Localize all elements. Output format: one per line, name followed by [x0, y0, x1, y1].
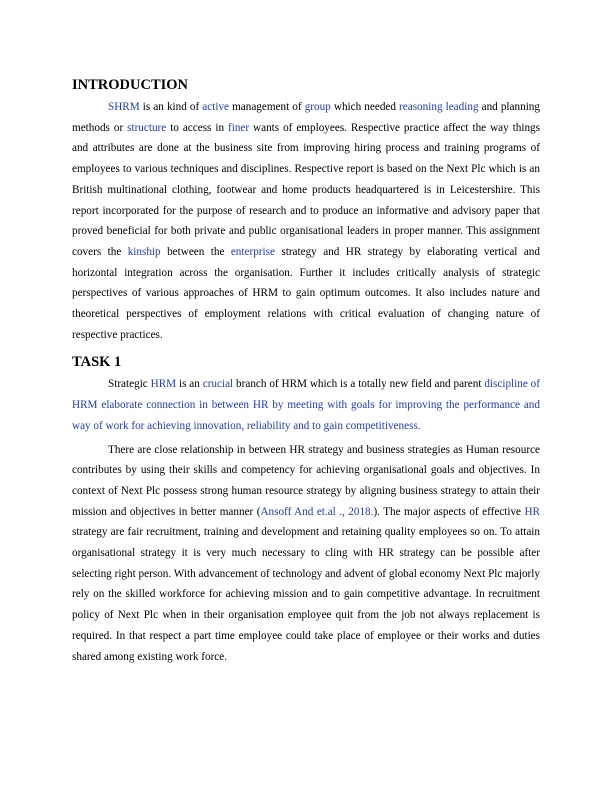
- keyword-active[interactable]: active: [202, 101, 230, 113]
- keyword-reasoning-leading[interactable]: reasoning leading: [399, 101, 479, 113]
- text-run: branch of HRM which is a totally new field and parent: [233, 378, 485, 391]
- text-run: strategy are fair recruitment, training and development and retaining quality employees so on. To attain organisational strategy it is very much necessary to cling with HR strategy can be possible after selecting right person. With advancement of technology and advent of global economy Next Plc majorly rely on the skilled workforce for achieving mission and to gain competitive advantage. In recruitment policy of Next Plc when in their organisation employee quit from the job not always replacement is required. In that respect a part time employee could take place of employee or their works and duties shared among existing work force.: [72, 526, 540, 663]
- text-run: ). The major aspects of effective: [373, 505, 525, 518]
- task1-heading: TASK 1: [72, 354, 122, 371]
- keyword-structure[interactable]: structure: [127, 121, 167, 134]
- keyword-hr[interactable]: HR: [524, 505, 541, 518]
- introduction-paragraph: [72, 97, 540, 345]
- text-run: Strategic: [108, 378, 151, 391]
- keyword-shrm[interactable]: SHRM: [108, 101, 140, 113]
- keyword-kinship[interactable]: kinship: [127, 245, 161, 258]
- text-run: is an: [176, 378, 203, 391]
- text-run: wants of employees. Respective practice affect the way things and attributes are done at the business site from improving hiring process and training programs of employees to various techniques and disciplines. Respective report is based on the Next Plc which is an British multinational clothing, footwear and home products headquartered is in Leicestershire. This report incorporated for the purpose of research and to produce an informative and advisory paper that proved beneficial for both private and public organisational leaders in proper manner. This assignment covers the: [72, 121, 540, 258]
- introduction-heading: INTRODUCTION: [72, 77, 189, 93]
- text-run: strategy and HR strategy by elaborating vertical and horizontal integration across the organisation. Further it includes critically analysis of strategic perspectives of various approaches of HRM to gain optimum outcomes. It also includes nature and theoretical perspectives of employment relations with critical evaluation of changing nature of respective practices.: [72, 245, 540, 341]
- text-run: between the: [160, 245, 231, 258]
- text-run: and planning methods or: [72, 101, 540, 134]
- keyword-enterprise[interactable]: enterprise: [230, 245, 275, 258]
- keyword-hrm[interactable]: HRM: [150, 378, 177, 391]
- text-run: management of: [229, 101, 305, 113]
- keyword-crucial[interactable]: crucial: [202, 378, 234, 391]
- citation-ansoff[interactable]: Ansoff And et.al ., 2018.: [260, 505, 374, 518]
- text-run: is an kind of: [139, 101, 203, 113]
- document-page: [72, 74, 540, 667]
- text-run: to access in: [166, 121, 228, 134]
- text-run: which needed: [330, 101, 400, 113]
- task1-paragraph-1: [72, 374, 540, 436]
- task1-paragraph-2: [72, 440, 540, 668]
- text-run: There are close relationship in between HR strategy and business strategies as Human resource contributes by using their skills and competency for achieving organisational goals and objectives. In context of Next Plc possess strong human resource strategy by aligning business strategy to attain their mission and objectives in better manner (: [72, 443, 540, 518]
- keyword-group[interactable]: group: [304, 101, 331, 113]
- keyword-discipline-sentence[interactable]: discipline of HRM elaborate connection in between HR by meeting with goals for improving the performance and way of work for achieving innovation, reliability and to gain competitiveness.: [72, 378, 540, 432]
- keyword-finer[interactable]: finer: [227, 121, 250, 134]
